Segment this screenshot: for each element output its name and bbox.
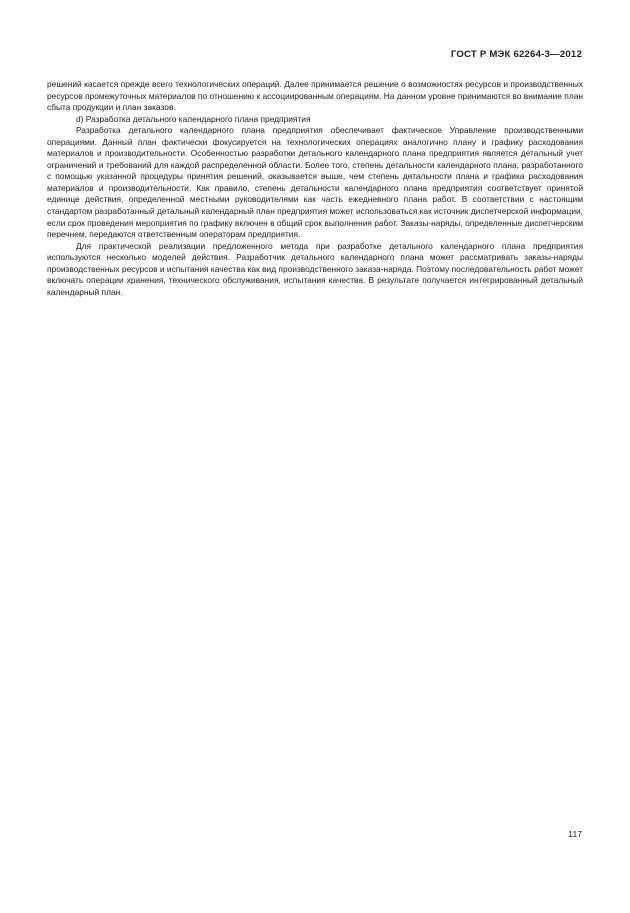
body-text: [47, 79, 583, 298]
standard-header: ГОСТ Р МЭК 62264-3—2012: [450, 49, 582, 60]
paragraph: Разработка детального календарного плана предприятия обеспечивает фактическое Управление производственными операциями. Данный план фактически фокусируется на технологических операциях аналогично плану и графику расходования материалов и производительности. Особенностью разработки детального календарного плана предприятия является детальный учет ограничений и требований для каждой распределенной области. Более того, степень детальности календарного плана, разработанного с помощью указанной процедуры принятия решений, оказывается выше, чем степень детальности плана и графика расходования материалов и производительности. Как правило, степень детальности календарного плана предприятия соответствует принятой единице действия, определенной местными руководителями как часть ежедневного плана работ. В соответствии с настоящим стандартом разработанный детальный календарный план предприятия может использоваться как источник диспетчерской информации, если срок проведения мероприятия по графику включен в общий срок выполнения работ. Заказы-наряды, определенные диспетчерским перечнем, передаются ответственным операторам предприятия.: [47, 125, 583, 240]
page-number: 117: [568, 829, 582, 839]
paragraph: Для практической реализации предложенного метода при разработке детального календарного плана предприятия используются несколько моделей действия. Разработчик детального календарного плана может рассматривать заказы-наряды производственных ресурсов и испытания качества как вид производственного заказа-наряда. Поэтому последовательность работ может включать операции хранения, технического обслуживания, испытания качества. В результате получается интегрированный детальный календарный план.: [47, 240, 583, 297]
paragraph-continuation: решений касается прежде всего технологических операций. Далее принимается решение о возможностях ресурсов и производственных ресурсов промежуточных материалов по отношению к ассоциированным операциям. На данном уровне принимаются во внимание план сбыта продукции и план заказов.: [47, 79, 583, 113]
list-item-d: d) Разработка детального календарного плана предприятия: [76, 113, 311, 124]
